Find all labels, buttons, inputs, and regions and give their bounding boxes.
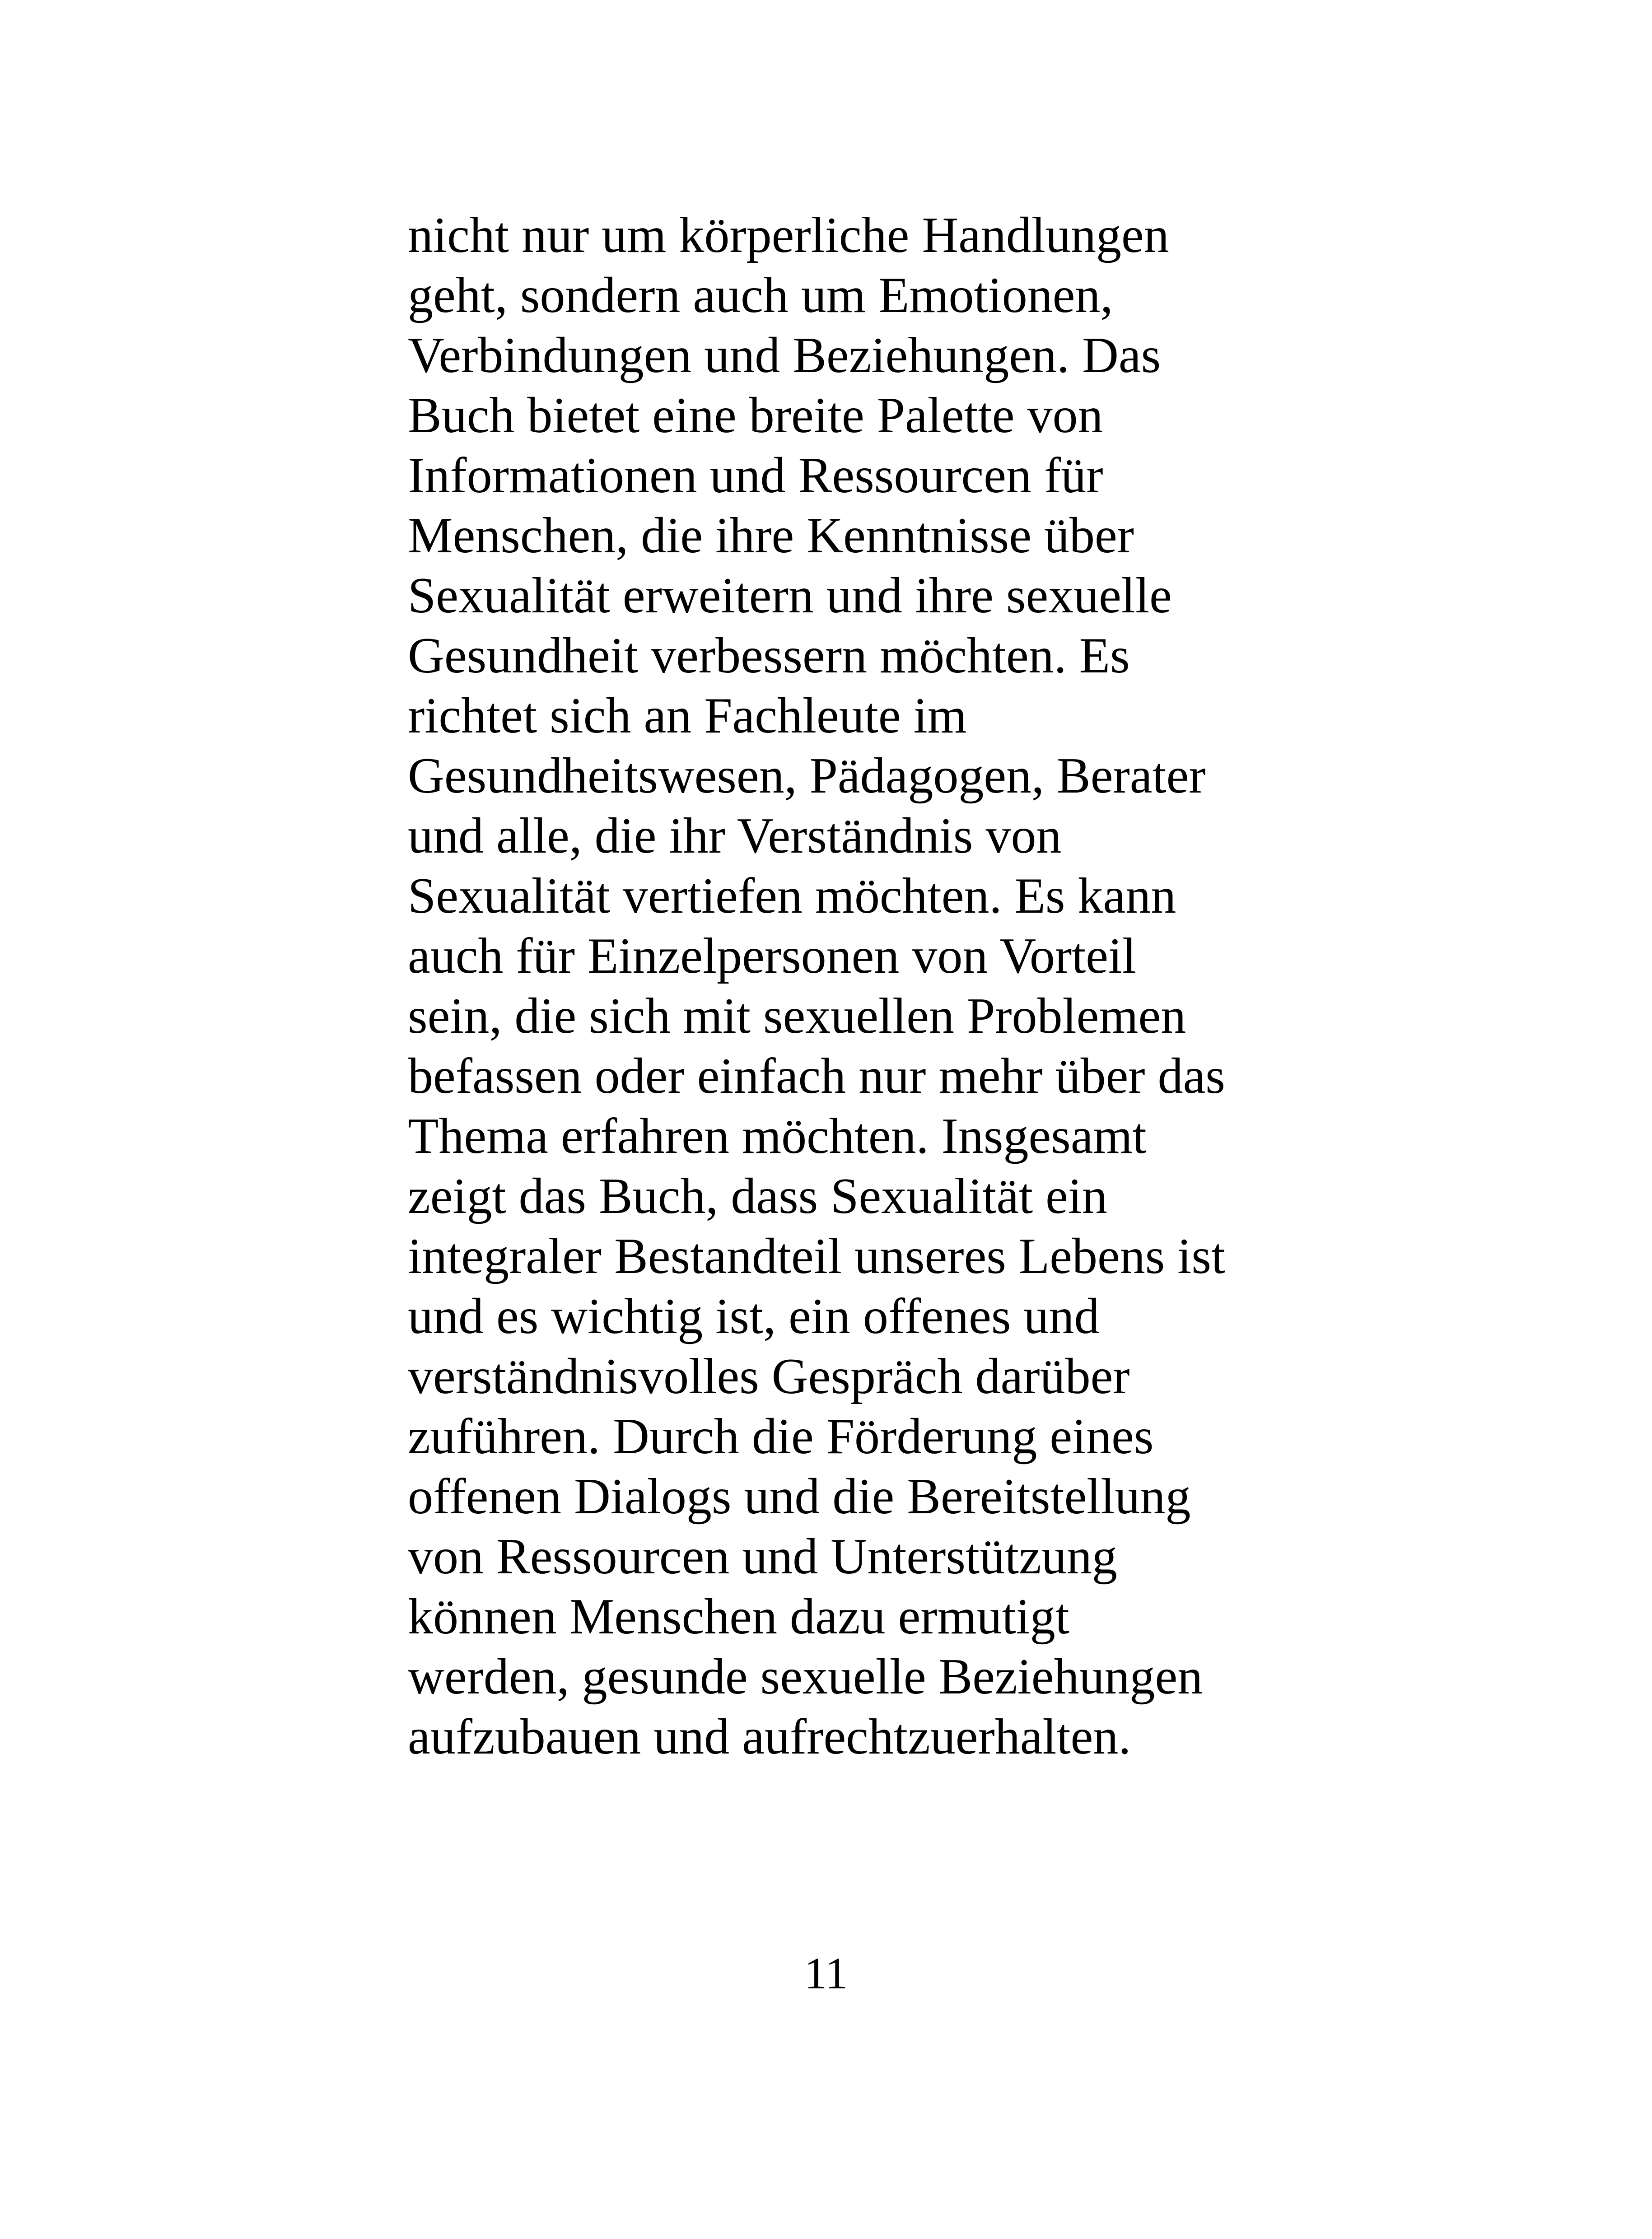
- text-line: und alle, die ihr Verständnis von: [408, 808, 1062, 864]
- text-line: richtet sich an Fachleute im: [408, 688, 967, 744]
- text-line: nicht nur um körperliche Handlungen: [408, 207, 1169, 263]
- text-line: können Menschen dazu ermutigt: [408, 1589, 1069, 1645]
- text-line: sein, die sich mit sexuellen Problemen: [408, 988, 1186, 1044]
- text-line: Sexualität erweitern und ihre sexuelle: [408, 568, 1172, 624]
- text-line: Gesundheitswesen, Pädagogen, Berater: [408, 748, 1206, 804]
- text-line: Thema erfahren möchten. Insgesamt: [408, 1108, 1147, 1164]
- text-line: verständnisvolles Gespräch darüber: [408, 1348, 1130, 1404]
- text-line: von Ressourcen und Unterstützung: [408, 1529, 1117, 1585]
- text-line: geht, sondern auch um Emotionen,: [408, 267, 1113, 323]
- text-line: und es wichtig ist, ein offenes und: [408, 1288, 1100, 1344]
- text-line: aufzubauen und aufrechtzuerhalten.: [408, 1709, 1131, 1765]
- text-line: offenen Dialogs und die Bereitstellung: [408, 1469, 1191, 1525]
- page-number: 11: [804, 1948, 848, 1998]
- text-line: zeigt das Buch, dass Sexualität ein: [408, 1168, 1107, 1224]
- text-line: befassen oder einfach nur mehr über das: [408, 1048, 1225, 1104]
- text-line: Buch bietet eine breite Palette von: [408, 387, 1103, 443]
- text-line: Menschen, die ihre Kenntnisse über: [408, 508, 1134, 564]
- text-line: Gesundheit verbessern möchten. Es: [408, 628, 1130, 684]
- text-line: Verbindungen und Beziehungen. Das: [408, 327, 1161, 383]
- text-line: zuführen. Durch die Förderung eines: [408, 1409, 1154, 1465]
- text-line: Sexualität vertiefen möchten. Es kann: [408, 868, 1176, 924]
- text-line: Informationen und Ressourcen für: [408, 448, 1103, 504]
- body-text: [408, 205, 1334, 1767]
- text-line: integraler Bestandteil unseres Lebens ist: [408, 1228, 1226, 1284]
- text-line: werden, gesunde sexuelle Beziehungen: [408, 1649, 1203, 1705]
- text-line: auch für Einzelpersonen von Vorteil: [408, 928, 1137, 984]
